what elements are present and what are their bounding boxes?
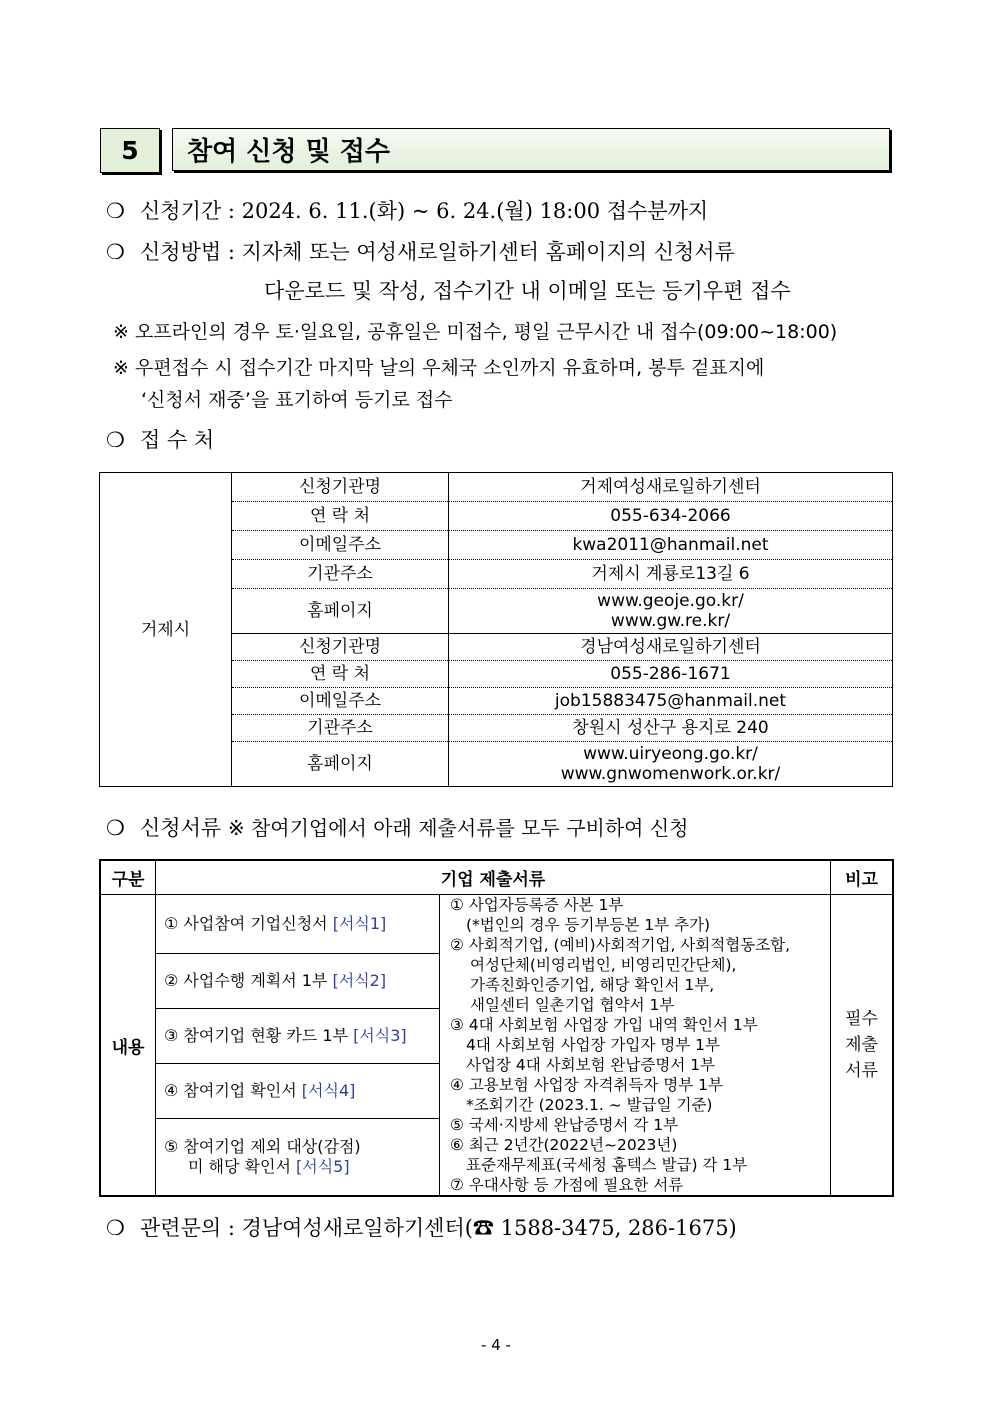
homepage-url: www.gnwomenwork.or.kr/ [560,764,781,784]
page-number: - 4 - [481,1336,511,1354]
method-line2: 다운로드 및 작성, 접수기간 내 이메일 또는 등기우편 접수 [264,279,791,303]
note-mark: ※ [113,357,129,379]
doc-line: *조회기간 (2023.1. ~ 발급일 기준) [466,1096,713,1114]
remark-line: 제출 [845,1035,878,1055]
label-cell: 이메일주소 [232,531,449,560]
label-cell: 기관주소 [232,715,449,742]
documents-table [99,859,894,1197]
doc-line: ④ 고용보험 사업장 자격취득자 명부 1부 [450,1076,723,1094]
bullet-icon: ❍ [106,199,125,223]
form-item-text: ③ 참여기업 현황 카드 1부 [164,1026,354,1045]
section-title: 참여 신청 및 접수 [172,128,890,171]
label-cell: 신청기관명 [232,634,449,661]
method-label: 신청방법 [140,240,222,264]
label-cell: 홈페이지 [232,589,449,634]
label-cell: 이메일주소 [232,688,449,715]
docs-line [106,812,688,842]
method-line: ❍ 신청방법 : 지자체 또는 여성새로일하기센터 홈페이지의 신청서류 [106,240,735,264]
doc-line: 표준재무제표(국세청 홈텍스 발급) 각 1부 [466,1156,748,1174]
label-cell: 홈페이지 [232,742,449,787]
doc-line: 여성단체(비영리법인, 비영리민간단체), [470,956,737,974]
doc-line: ① 사업자등록증 사본 1부 [450,896,624,914]
docs-note: ※ 참여기업에서 아래 제출서류를 모두 구비하여 신청 [227,816,689,840]
header-remark: 비고 [831,860,894,895]
bullet-icon: ❍ [106,1216,125,1240]
homepage-url: www.uiryeong.go.kr/ [583,744,758,764]
doc-line: 가족친화인증기업, 해당 확인서 1부, [470,976,715,994]
doc-line: 4대 사회보험 사업장 가입자 명부 1부 [466,1036,720,1054]
remark-cell [831,895,894,1197]
form-item-text: 미 해당 확인서 [188,1157,296,1176]
doc-line: 사업장 4대 사회보험 완납증명서 1부 [466,1056,716,1074]
note-1 [113,317,837,344]
inquiry-line: ❍ 관련문의 : 경남여성새로일하기센터(☎ 1588-3475, 286-1675) [106,1216,737,1240]
receiver-table [99,472,893,787]
center-phone: 055-286-1671 [449,661,893,688]
center-address: 창원시 성산구 용지로 240 [449,715,893,742]
note-2-text: 우편접수 시 접수기간 마지막 날의 우체국 소인까지 유효하며, 봉투 겉표지에 [134,357,765,379]
period-line: ❍ 신청기간 : 2024. 6. 11.(화) ~ 6. 24.(월) 18:00 접수분까지 [106,199,709,223]
center-address: 거제시 계룡로13길 6 [449,560,893,589]
form-item [156,895,440,954]
label-cell: 기관주소 [232,560,449,589]
receiver-label: 접 수 처 [140,428,215,452]
header-documents: 기업 제출서류 [156,860,831,895]
doc-line: ③ 4대 사회보험 사업장 가입 내역 확인서 1부 [450,1016,758,1034]
note-2-line2: ‘신청서 재중’을 표기하여 등기로 접수 [141,389,453,411]
form-ref: [서식4] [301,1081,356,1100]
period-value: 2024. 6. 11.(화) ~ 6. 24.(월) 18:00 접수분까지 [241,199,709,223]
remark-line: 서류 [845,1061,878,1081]
form-item [156,954,440,1009]
doc-line: (*법인의 경우 등기부등본 1부 추가) [466,916,711,934]
form-item [156,1009,440,1064]
receiver-line [106,424,214,454]
period-label: 신청기간 [140,199,222,223]
center-email: job15883475@hanmail.net [449,688,893,715]
form-item [156,1119,440,1197]
remark-line: 필수 [845,1009,878,1029]
doc-line: ② 사회적기업, (예비)사회적기업, 사회적협동조합, [450,936,791,954]
center-name: 거제여성새로일하기센터 [449,473,893,502]
bullet-icon: ❍ [106,428,125,452]
header-category: 구분 [100,860,156,895]
bullet-icon: ❍ [106,240,125,264]
label-cell: 신청기관명 [232,473,449,502]
form-ref: [서식1] [332,914,387,933]
doc-line: ⑦ 우대사항 등 가점에 필요한 서류 [450,1176,684,1194]
doc-line: ⑤ 국세·지방세 완납증명서 각 1부 [450,1116,679,1134]
doc-line: ⑥ 최근 2년간(2022년~2023년) [450,1136,678,1154]
label-cell: 연 락 처 [232,661,449,688]
note-1-text: 오프라인의 경우 토·일요일, 공휴일은 미접수, 평일 근무시간 내 접수(09:00~18:00) [134,321,838,343]
inquiry-value: 경남여성새로일하기센터(☎ 1588-3475, 286-1675) [241,1216,737,1240]
form-ref: [서식5] [296,1157,350,1176]
method-line1: 지자체 또는 여성새로일하기센터 홈페이지의 신청서류 [241,240,735,264]
bullet-icon: ❍ [106,816,125,840]
form-item [156,1064,440,1119]
center-email: kwa2011@hanmail.net [449,531,893,560]
category-cell: 내용 [100,895,156,1197]
form-item-text: ② 사업수행 계획서 1부 [164,971,333,990]
section-number: 5 [100,128,160,173]
center-homepage [449,589,893,634]
center-phone: 055-634-2066 [449,502,893,531]
homepage-url: www.geoje.go.kr/ [597,591,744,611]
note-mark: ※ [113,321,129,343]
inquiry-label: 관련문의 [140,1216,222,1240]
doc-line: 새일센터 일촌기업 협약서 1부 [470,996,675,1014]
form-ref: [서식3] [353,1026,407,1045]
required-docs-list [440,895,831,1197]
note-2 [113,353,764,380]
form-item-text: ④ 참여기업 확인서 [164,1081,302,1100]
center-homepage [449,742,893,787]
form-item-text: ⑤ 참여기업 제외 대상(감점) [164,1137,361,1156]
label-cell: 연 락 처 [232,502,449,531]
homepage-url: www.gw.re.kr/ [610,611,731,631]
docs-label: 신청서류 [140,816,222,840]
form-item-text: ① 사업참여 기업신청서 [164,914,333,933]
center-name: 경남여성새로일하기센터 [449,634,893,661]
location-cell: 거제시 [100,473,232,787]
form-ref: [서식2] [332,971,387,990]
